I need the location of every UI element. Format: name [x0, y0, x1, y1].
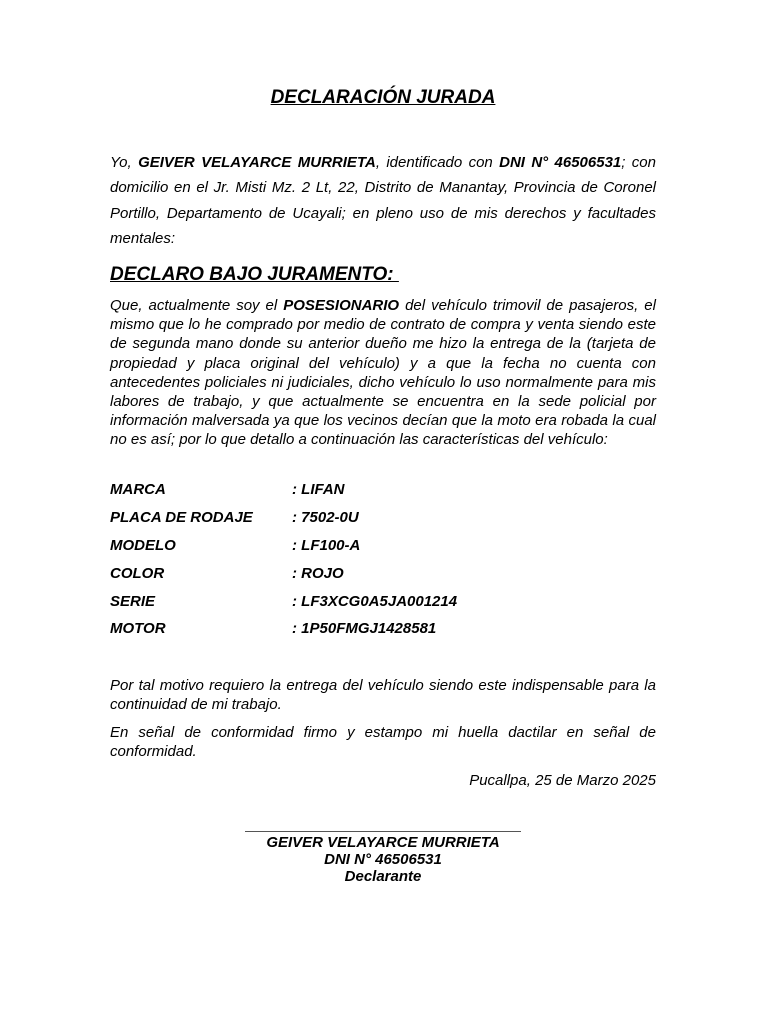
posesionario-term: POSESIONARIO	[283, 297, 400, 314]
signature-name: GEIVER VELAYARCE MURRIETA	[266, 834, 500, 851]
closing-paragraph-1: Por tal motivo requiero la entrega del vehículo siendo este indispensable para la continuidad de mi trabajo.	[110, 677, 656, 714]
spec-label: SERIE	[110, 592, 156, 610]
spec-label: MOTOR	[110, 620, 166, 638]
spec-label: MARCA	[110, 481, 166, 498]
spec-row	[110, 562, 656, 590]
declaration-subtitle: DECLARO BAJO JURAMENTO:	[110, 264, 399, 285]
spec-value: : LF3XCG0A5JA001214	[292, 592, 458, 610]
signature-dni: DNI N° 46506531	[324, 851, 442, 868]
intro-paragraph	[110, 150, 656, 251]
spec-label: MODELO	[110, 536, 176, 554]
signature-role: Declarante	[344, 868, 422, 885]
spec-value: : LF100-A	[292, 536, 361, 554]
intro-text-1: Yo,	[110, 154, 139, 171]
intro-text-3: ; con domicilio en el Jr. Misti Mz. 2 Lt, 22, Distrito de Manantay, Provincia de Coronel Portillo, Departamento de Ucayali; en pleno uso de mis derechos y facultades mentales:	[110, 154, 656, 247]
spec-row	[110, 590, 656, 618]
declarant-name: GEIVER VELAYARCE MURRIETA	[138, 154, 376, 171]
place-and-date: Pucallpa, 25 de Marzo 2025	[469, 772, 656, 789]
document-title: DECLARACIÓN JURADA	[270, 87, 496, 108]
declarant-dni: DNI N° 46506531	[499, 154, 622, 171]
spec-row	[110, 506, 656, 534]
body-text-2: del vehículo trimovil de pasajeros, el mismo que lo he comprado por medio de contrato de compra y venta siendo este de segunda mano donde su anterior dueño me hizo la entrega de la (tarjeta de propiedad y placa original del vehículo) y a que la fecha no cuenta con antecedentes policiales ni judiciales, dicho vehículo lo uso normalmente para mis labores de trabajo, y que actualmente se encuentra en la sede policial por información malversada ya que los vecinos decían que la moto era robada la cual no es así; por lo que detallo a continuación las características del vehículo:	[110, 297, 656, 449]
spec-value: : 1P50FMGJ1428581	[292, 620, 437, 638]
intro-text-2: , identificado con	[375, 154, 500, 171]
declaration-body	[110, 296, 656, 450]
spec-label: COLOR	[110, 564, 165, 582]
signature-block	[245, 831, 521, 885]
spec-label: PLACA DE RODAJE	[110, 508, 253, 526]
spec-value: : 7502-0U	[292, 508, 359, 526]
spec-row	[110, 617, 656, 645]
signature-line	[245, 831, 521, 832]
spec-row	[110, 534, 656, 562]
closing-paragraph-2: En señal de conformidad firmo y estampo mi huella dactilar en señal de conformidad.	[110, 724, 656, 761]
spec-value: : ROJO	[292, 564, 344, 582]
body-text-1: Que, actualmente soy el	[110, 297, 284, 314]
vehicle-specs	[110, 478, 656, 645]
spec-row	[110, 478, 656, 506]
spec-value: : LIFAN	[292, 481, 345, 498]
